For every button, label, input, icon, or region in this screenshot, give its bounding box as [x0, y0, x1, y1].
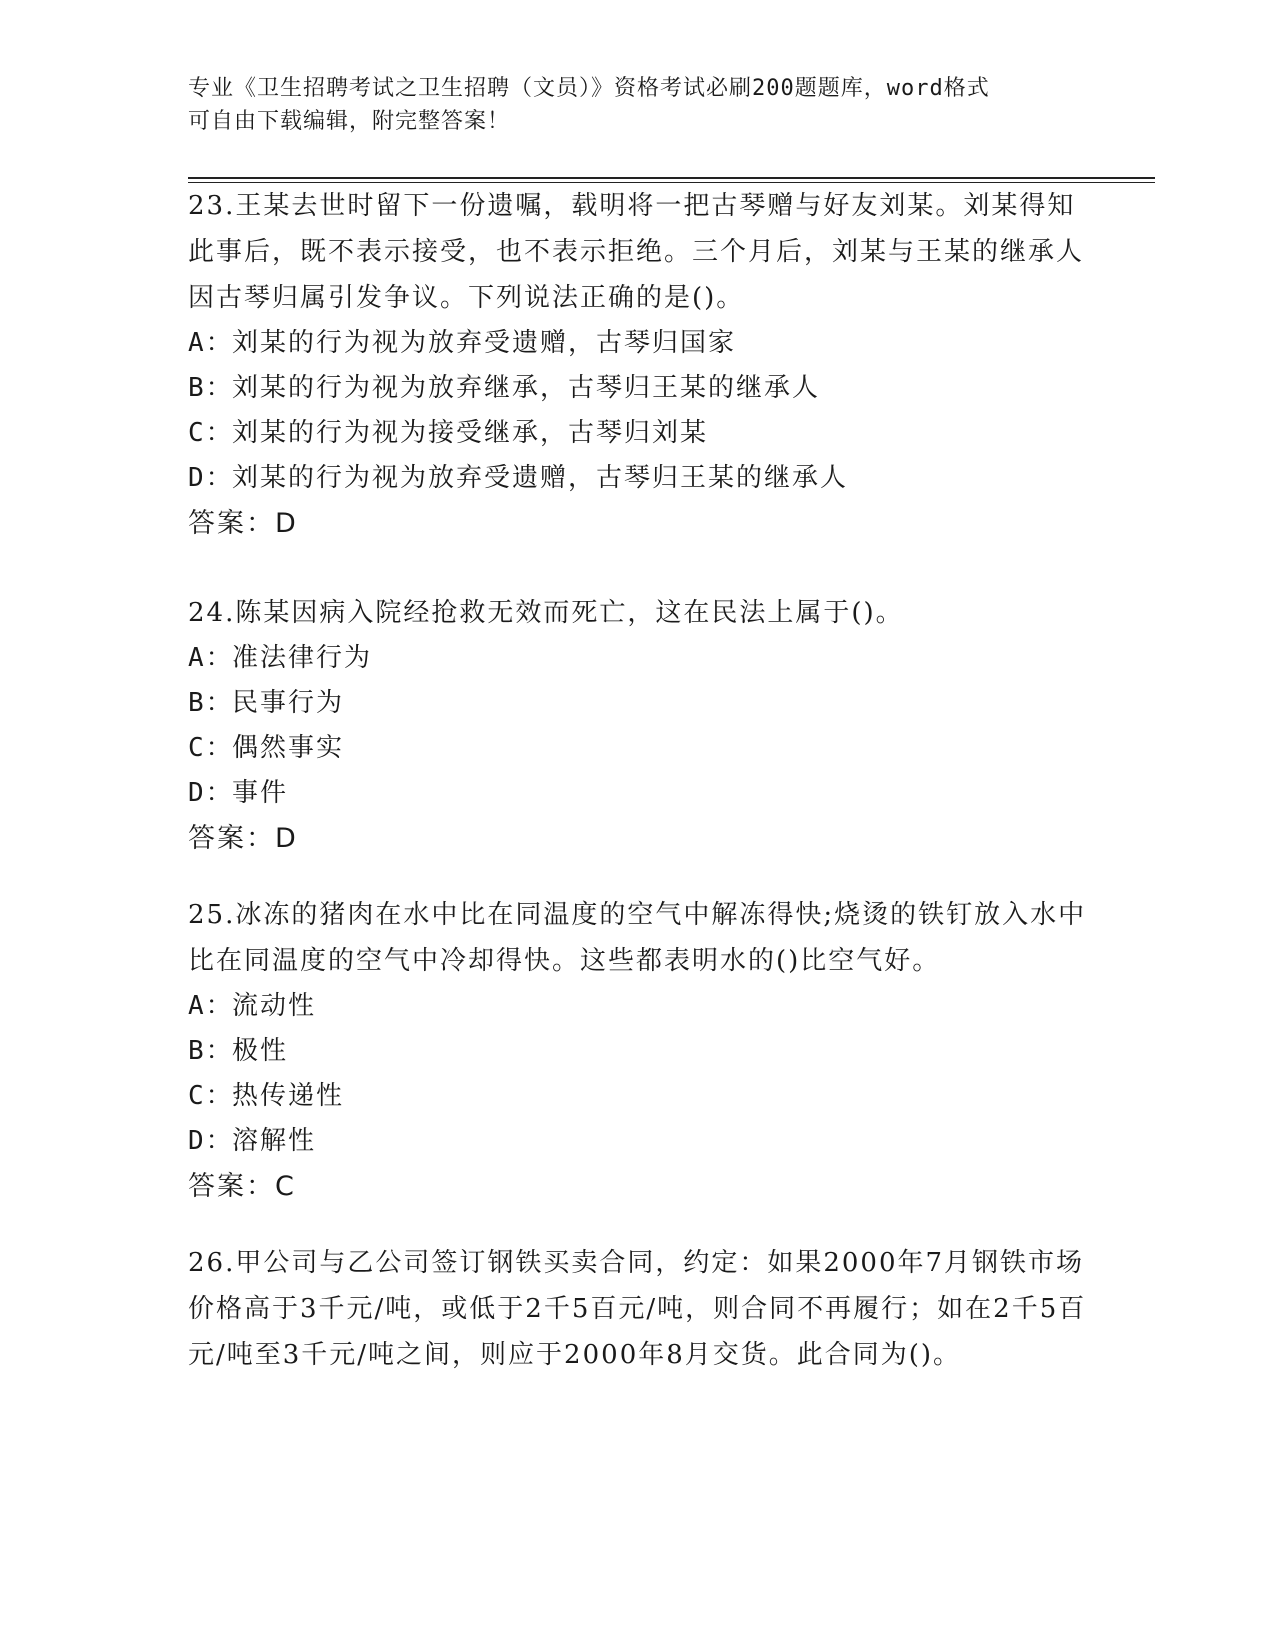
- option-c: [188, 411, 1088, 456]
- option-a: [188, 984, 1088, 1029]
- option-text: 流动性: [232, 991, 317, 1021]
- header-line-2: 可自由下载编辑，附完整答案！: [188, 109, 511, 134]
- option-key: B：: [188, 688, 234, 718]
- question-stem: 24.陈某因病入院经抢救无效而死亡，这在民法上属于()。: [188, 598, 904, 628]
- option-text: 热传递性: [232, 1081, 345, 1111]
- question-stem: 26.甲公司与乙公司签订钢铁买卖合同，约定：如果2000年7月钢铁市场价格高于3千元/吨，或低于2千5百元/吨，则合同不再履行；如在2千5百元/吨至3千元/吨之间，则应于2000年8月交货。此合同为()。: [188, 1248, 1087, 1370]
- option-b: [188, 366, 1088, 411]
- option-key: D：: [188, 778, 234, 808]
- option-key: B：: [188, 1036, 234, 1066]
- question-23: [188, 183, 1088, 547]
- option-text: 刘某的行为视为放弃受遗赠，古琴归王某的继承人: [232, 463, 849, 493]
- option-key: D：: [188, 463, 234, 493]
- option-b: [188, 681, 1088, 726]
- option-text: 极性: [232, 1036, 289, 1066]
- option-text: 民事行为: [232, 688, 345, 718]
- option-text: 刘某的行为视为接受继承，古琴归刘某: [232, 418, 709, 448]
- option-key: A：: [188, 991, 234, 1021]
- option-text: 刘某的行为视为放弃继承，古琴归王某的继承人: [232, 373, 821, 403]
- option-text: 准法律行为: [232, 643, 373, 673]
- header-divider-thick: [188, 177, 1155, 179]
- option-text: 偶然事实: [232, 733, 345, 763]
- option-text: 刘某的行为视为放弃受遗赠，古琴归国家: [232, 328, 737, 358]
- document-header: [188, 72, 1068, 138]
- question-24: [188, 590, 1088, 862]
- option-d: [188, 1119, 1088, 1164]
- option-key: B：: [188, 373, 234, 403]
- option-a: [188, 321, 1088, 366]
- option-key: C：: [188, 1081, 234, 1111]
- option-c: [188, 1074, 1088, 1119]
- question-stem: 25.冰冻的猪肉在水中比在同温度的空气中解冻得快;烧烫的铁钉放入水中比在同温度的空气中冷却得快。这些都表明水的()比空气好。: [188, 900, 1087, 976]
- option-key: C：: [188, 418, 234, 448]
- answer: 答案：C: [188, 1171, 296, 1202]
- option-key: A：: [188, 643, 234, 673]
- question-stem: 23.王某去世时留下一份遗嘱，载明将一把古琴赠与好友刘某。刘某得知此事后，既不表示接受，也不表示拒绝。三个月后，刘某与王某的继承人因古琴归属引发争议。下列说法正确的是()。: [188, 191, 1085, 313]
- answer: 答案：D: [188, 508, 298, 539]
- option-key: C：: [188, 733, 234, 763]
- option-text: 溶解性: [232, 1126, 317, 1156]
- option-text: 事件: [232, 778, 289, 808]
- question-25: [188, 892, 1088, 1210]
- option-key: D：: [188, 1126, 234, 1156]
- option-c: [188, 726, 1088, 771]
- question-26: [188, 1240, 1088, 1378]
- option-key: A：: [188, 328, 234, 358]
- answer: 答案：D: [188, 823, 298, 854]
- option-b: [188, 1029, 1088, 1074]
- option-a: [188, 636, 1088, 681]
- header-line-1: 专业《卫生招聘考试之卫生招聘（文员）》资格考试必刷200题题库，word格式: [188, 76, 990, 101]
- option-d: [188, 771, 1088, 816]
- option-d: [188, 456, 1088, 501]
